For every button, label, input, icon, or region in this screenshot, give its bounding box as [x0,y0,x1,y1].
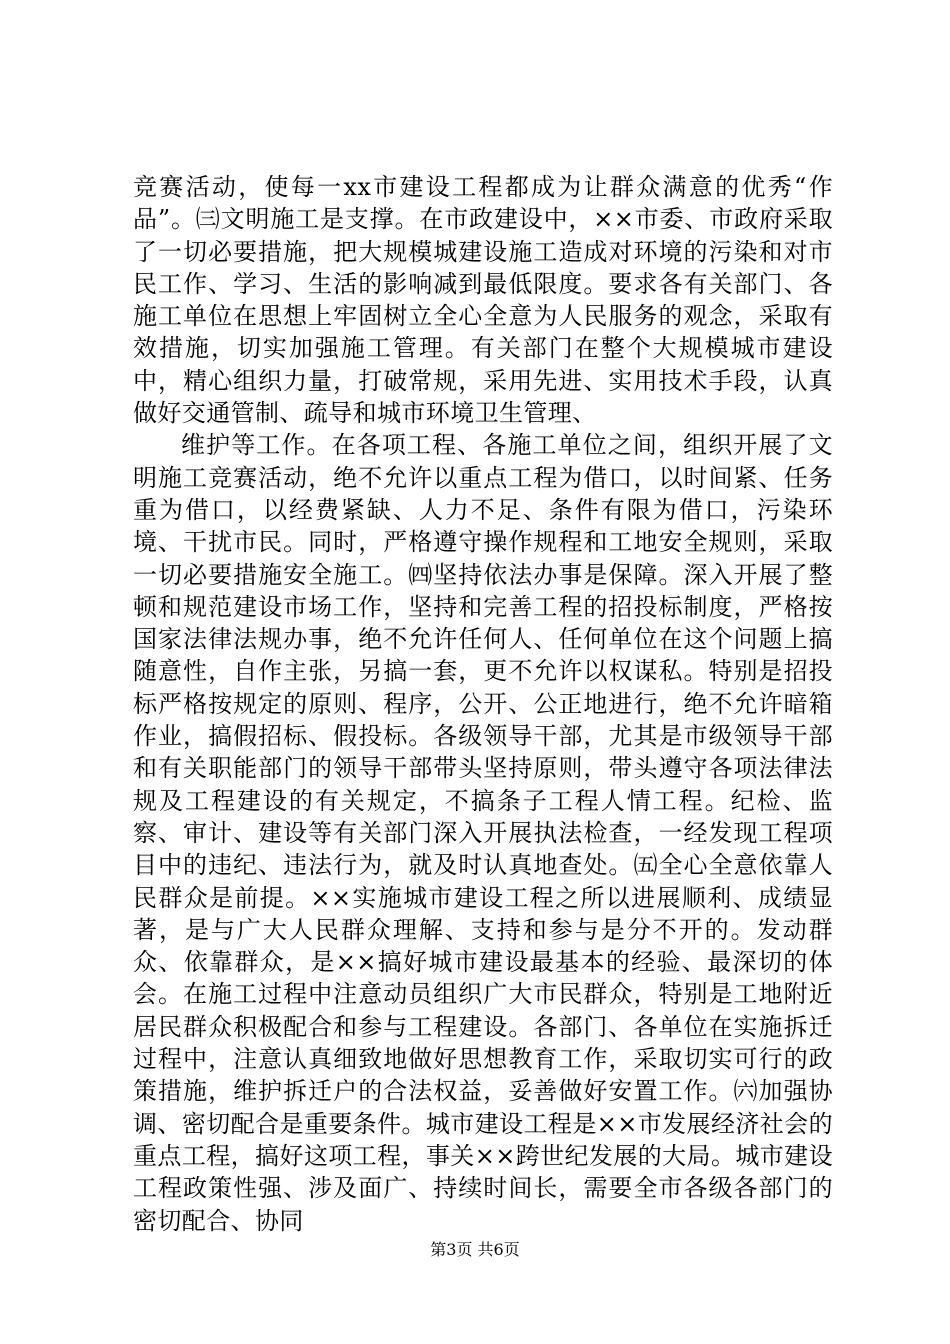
page-footer: 第3页 共6页 [430,1240,520,1259]
document-body [133,171,833,1237]
paragraph-1: 竞赛活动，使每一xx市建设工程都成为让群众满意的优秀“作品”。㈢文明施工是支撑。在市政建设中，××市委、市政府采取了一切必要措施，把大规模城建设施工造成对环境的污染和对市民工作、学习、生活的影响减到最低限度。要求各有关部门、各施工单位在思想上牢固树立全心全意为人民服务的观念，采取有效措施，切实加强施工管理。有关部门在整个大规模城市建设中，精心组织力量，打破常规，采用先进、实用技术手段，认真做好交通管制、疏导和城市环境卫生管理、 [133,173,833,428]
paragraph-2: 维护等工作。在各项工程、各施工单位之间，组织开展了文明施工竞赛活动，绝不允许以重点工程为借口，以时间紧、任务重为借口，以经费紧缺、人力不足、条件有限为借口，污染环境、干扰市民。同时，严格遵守操作规程和工地安全规则，采取一切必要措施安全施工。㈣坚持依法办事是保障。深入开展了整顿和规范建设市场工作，坚持和完善工程的招投标制度，严格按国家法律法规办事，绝不允许任何人、任何单位在这个问题上搞随意性，自作主张，另搞一套，更不允许以权谋私。特别是招投标严格按规定的原则、程序，公开、公正地进行，绝不允许暗箱作业，搞假招标、假投标。各级领导干部，尤其是市级领导干部和有关职能部门的领导干部带头坚持原则，带头遵守各项法律法规及工程建设的有关规定，不搞条子工程人情工程。纪检、监察、审计、建设等有关部门深入开展执法检查，一经发现工程项目中的违纪、违法行为，就及时认真地查处。㈤全心全意依靠人民群众是前提。××实施城市建设工程之所以进展顺利、成绩显著，是与广大人民群众理解、支持和参与是分不开的。发动群众、依靠群众，是××搞好城市建设最基本的经验、最深切的体会。在施工过程中注意动员组织广大市民群众，特别是工地附近居民群众积极配合和参与工程建设。各部门、各单位在实施拆迁过程中，注意认真细致地做好思想教育工作，采取切实可行的政策措施，维护拆迁户的合法权益，妥善做好安置工作。㈥加强协调、密切配合是重要条件。城市建设工程是××市发展经济社会的重点工程，搞好这项工程，事关××跨世纪发展的大局。城市建设工程政策性强、涉及面广、持续时间长，需要全市各级各部门的密切配合、协同 [133,431,833,1235]
